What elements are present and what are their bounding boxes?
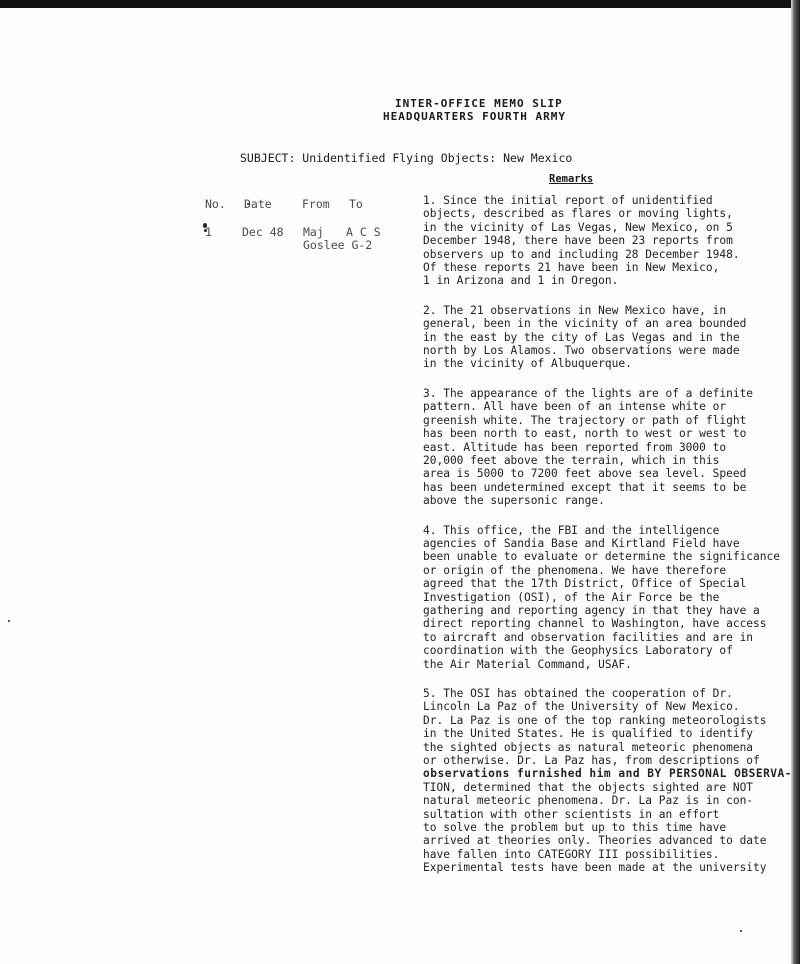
text-line: the sighted objects as natural meteoric phenomena [423, 740, 754, 754]
scan-top-edge [0, 0, 800, 8]
text-line: Of these reports 21 have been in New Mexico, [423, 261, 720, 275]
routing-row-from-unit: Goslee G-2 [303, 238, 373, 252]
text-line: natural meteoric phenomena. Dr. La Paz is in con- [423, 794, 754, 808]
text-line: general, been in the vicinity of an area bounded [423, 317, 747, 331]
remarks-body [423, 194, 793, 891]
memo-headquarters: HEADQUARTERS FOURTH ARMY [383, 110, 566, 123]
text-line: arrived at theories only. Theories advanced to date [423, 834, 767, 848]
text-line: north by Los Alamos. Two observations were made [423, 344, 740, 358]
text-line: to solve the problem but up to this time have [423, 821, 727, 835]
text-line: observers up to and including 28 December 1948. [423, 247, 740, 261]
text-line: 1 in Arizona and 1 in Oregon. [423, 274, 619, 288]
paragraph-3 [423, 387, 793, 508]
routing-col-to: To [349, 197, 363, 211]
text-line: above the supersonic range. [423, 494, 605, 508]
routing-row-to: A C S [346, 225, 381, 239]
text-line: agreed that the 17th District, Office of Special [423, 577, 747, 591]
text-line: gathering and reporting agency in that they have a [423, 603, 760, 617]
text-line: objects, described as flares or moving lights, [423, 207, 733, 221]
text-line: observations furnished him and BY PERSONAL OBSERVA- [423, 767, 793, 781]
text-line: been unable to evaluate or determine the significance [423, 550, 780, 564]
text-line: Investigation (OSI), of the Air Force be the [423, 590, 720, 604]
text-line: 1. Since the initial report of unidentified [423, 194, 713, 207]
routing-row-date: Dec 48 [242, 225, 284, 239]
text-line: to aircraft and observation facilities and are in [423, 630, 754, 644]
memo-title: INTER-OFFICE MEMO SLIP [395, 97, 563, 110]
text-line: has been north to east, north to west or west to [423, 427, 747, 441]
text-line: or otherwise. Dr. La Paz has, from descriptions of [423, 754, 760, 768]
scan-speck [8, 620, 10, 622]
text-line: December 1948, there have been 23 reports from [423, 234, 733, 248]
text-line: has been undetermined except that it seems to be [423, 480, 747, 494]
text-line: in the vicinity of Las Vegas, New Mexico, on 5 [423, 220, 733, 234]
text-line: direct reporting channel to Washington, have access [423, 617, 767, 631]
text-line: 2. The 21 observations in New Mexico have, in [423, 303, 727, 317]
scan-speck [740, 930, 742, 932]
remarks-label: Remarks [549, 173, 594, 185]
text-line: coordination with the Geophysics Laboratory of [423, 644, 733, 658]
routing-row-no: 1 [205, 225, 212, 239]
paragraph-2 [423, 304, 793, 371]
paragraph-5 [423, 687, 793, 875]
text-line: in the United States. He is qualified to identify [423, 727, 754, 741]
text-line: Lincoln La Paz of the University of New Mexico. [423, 700, 740, 714]
text-line: the Air Material Command, USAF. [423, 657, 632, 671]
paragraph-4 [423, 524, 793, 671]
text-line: TION, determined that the objects sighted are NOT [423, 780, 754, 794]
routing-col-date: Date [244, 197, 272, 211]
memo-subject: SUBJECT: Unidentified Flying Objects: New Mexico [240, 151, 573, 165]
text-line: sultation with other scientists in an effort [423, 807, 720, 821]
text-line: 20,000 feet above the terrain, which in this [423, 453, 720, 467]
text-line: east. Altitude has been reported from 3000 to [423, 440, 727, 454]
text-line: have fallen into CATEGORY III possibilities. [423, 847, 720, 861]
routing-col-no: No. [205, 197, 226, 211]
text-line: or origin of the phenomena. We have therefore [423, 563, 727, 577]
text-line: 4. This office, the FBI and the intelligence [423, 523, 720, 537]
text-line: in the vicinity of Albuquerque. [423, 357, 632, 371]
routing-row-from: Maj [303, 225, 324, 239]
text-line: 3. The appearance of the lights are of a definite [423, 386, 754, 400]
text-line: pattern. All have been of an intense white or [423, 400, 727, 414]
text-line: area is 5000 to 7200 feet above sea level. Speed [423, 467, 747, 481]
text-line: greenish white. The trajectory or path of flight [423, 413, 747, 427]
text-line: agencies of Sandia Base and Kirtland Field have [423, 536, 740, 550]
text-line: Dr. La Paz is one of the top ranking meteorologists [423, 713, 767, 727]
routing-col-from: From [302, 197, 330, 211]
text-line: in the east by the city of Las Vegas and in the [423, 330, 740, 344]
paragraph-1 [423, 194, 793, 288]
text-line: Experimental tests have been made at the university [423, 861, 767, 875]
text-line: 5. The OSI has obtained the cooperation of Dr. [423, 687, 733, 700]
